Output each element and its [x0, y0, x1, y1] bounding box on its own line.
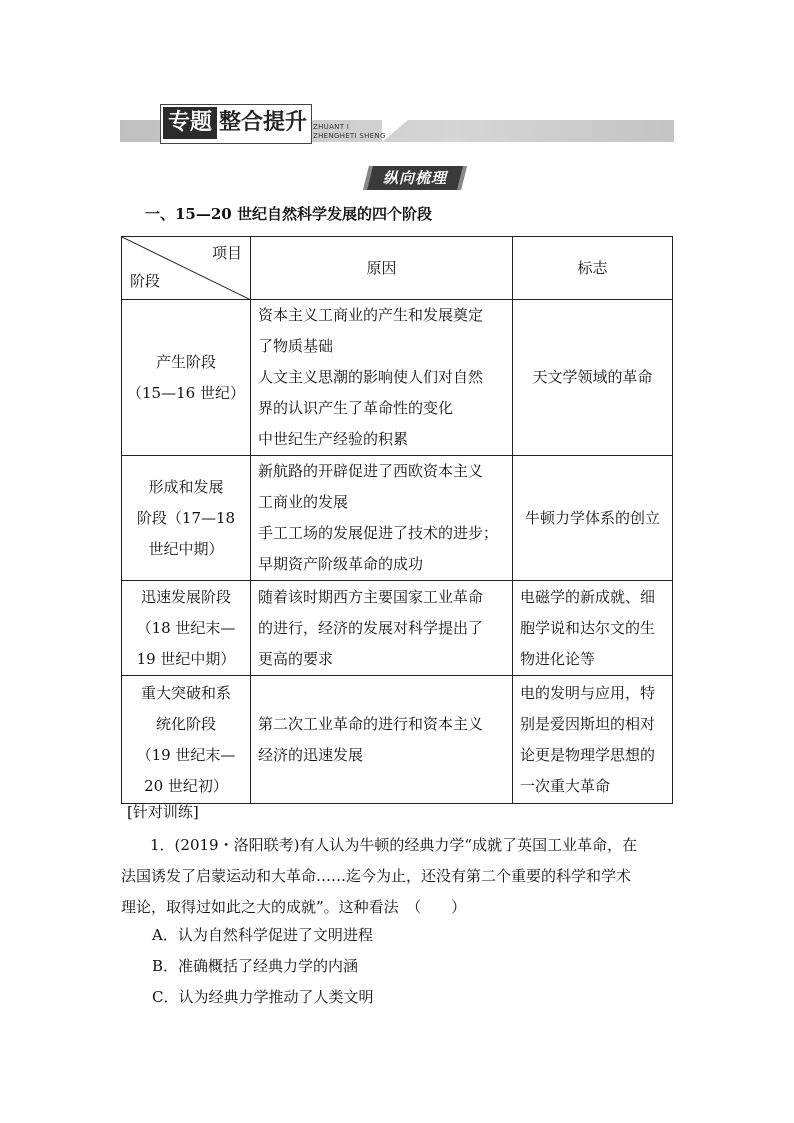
stage-line: 统化阶段: [155, 714, 216, 733]
banner-notch: [382, 120, 408, 142]
mark-line: 电磁学的新成就、细: [520, 587, 656, 606]
mark-line: 别是爱因斯坦的相对: [520, 714, 656, 733]
question-text: [121, 830, 677, 923]
banner-pinyin-line2: ZHENGHETI SHENG: [313, 132, 386, 140]
cause-cell: [251, 300, 513, 456]
section-heading: 一、15—20 世纪自然科学发展的四个阶段: [145, 205, 432, 223]
cause-line: 的进行，经济的发展对科学提出了: [258, 618, 484, 637]
header-diagonal-cell: [122, 237, 251, 300]
stage-cell: [122, 676, 251, 804]
stage-line: （18 世纪末—: [136, 618, 236, 637]
stage-line: 迅速发展阶段: [140, 587, 231, 606]
banner-pinyin: [313, 123, 386, 141]
table-row: [122, 581, 673, 676]
cause-line: 更高的要求: [258, 649, 334, 668]
stage-line: （19 世纪末—: [136, 745, 236, 764]
mark-line: 天文学领域的革命: [532, 368, 653, 386]
mark-line: 电的发明与应用，特: [520, 683, 656, 702]
cause-line: 新航路的开辟促进了西欧资本主义: [258, 462, 484, 480]
cause-line: 人文主义思潮的影响使人们对自然: [258, 368, 484, 386]
cause-cell: [251, 456, 513, 581]
banner-title: 整合提升: [219, 110, 308, 135]
question-line: 法国诱发了启蒙运动和大革命……迄今为止，还没有第二个重要的科学和学术: [121, 867, 632, 885]
banner-pinyin-line1: ZHUANT I: [313, 123, 350, 131]
mark-line: 论更是物理学思想的: [520, 745, 656, 764]
cause-cell: [251, 581, 513, 676]
mark-line: 物进化论等: [520, 649, 596, 668]
topic-banner: [120, 100, 674, 146]
stage-line: 形成和发展: [148, 477, 224, 496]
cause-line: 工商业的发展: [258, 493, 349, 511]
stage-line: 阶段（17—18: [136, 508, 236, 527]
stage-line: 重大突破和系: [140, 683, 231, 702]
stage-cell: [122, 456, 251, 581]
cause-line: 手工工场的发展促进了技术的进步；: [258, 524, 499, 542]
mark-cell: [513, 300, 673, 456]
mark-cell: [513, 456, 673, 581]
cause-line: 第二次工业革命的进行和资本主义: [258, 714, 484, 733]
stage-line: 产生阶段: [155, 352, 216, 371]
practice-tag: [针对训练]: [127, 803, 199, 821]
stage-cell: [122, 300, 251, 456]
banner-chip: 专题: [163, 107, 217, 139]
cause-cell: [251, 676, 513, 804]
mark-cell: [513, 581, 673, 676]
stages-table: [121, 236, 673, 804]
cause-line: 资本主义工商业的产生和发展奠定: [258, 306, 484, 324]
question-line: 理论，取得过如此之大的成就”。这种看法 （ ）: [121, 898, 467, 916]
header-mark: 标志: [513, 237, 673, 300]
header-cause: 原因: [251, 237, 513, 300]
cause-line: 界的认识产生了革命性的变化: [258, 399, 454, 417]
stage-line: 20 世纪初）: [144, 776, 228, 795]
option-c[interactable]: C．认为经典力学推动了人类文明: [152, 988, 374, 1006]
stage-line: 世纪中期）: [148, 539, 224, 558]
cause-line: 中世纪生产经验的积累: [258, 430, 409, 448]
mark-cell: [513, 676, 673, 804]
table-row: [122, 456, 673, 581]
cause-line: 了物质基础: [258, 337, 334, 355]
table-row: [122, 676, 673, 804]
table-row: [122, 300, 673, 456]
table-header-row: [122, 237, 673, 300]
mark-line: 一次重大革命: [520, 776, 611, 795]
mark-line: 牛顿力学体系的创立: [524, 508, 660, 527]
cause-line: 早期资产阶级革命的成功: [258, 555, 424, 573]
option-b[interactable]: B．准确概括了经典力学的内涵: [152, 957, 359, 975]
stage-line: （15—16 世纪）: [127, 383, 245, 402]
cause-line: 经济的迅速发展: [258, 745, 364, 764]
section-badge: 纵向梳理: [382, 169, 447, 187]
answer-options: [152, 920, 373, 1013]
option-a[interactable]: A．认为自然科学促进了文明进程: [152, 926, 373, 944]
cause-line: 随着该时期西方主要国家工业革命: [258, 587, 484, 606]
stage-cell: [122, 581, 251, 676]
header-stage-label: 阶段: [130, 272, 161, 290]
header-item-label: 项目: [211, 244, 242, 262]
mark-line: 胞学说和达尔文的生: [520, 618, 656, 637]
question-line: 1．(2019・洛阳联考)有人认为牛顿的经典力学“成就了英国工业革命，在: [150, 836, 638, 854]
stage-line: 19 世纪中期）: [136, 649, 236, 668]
